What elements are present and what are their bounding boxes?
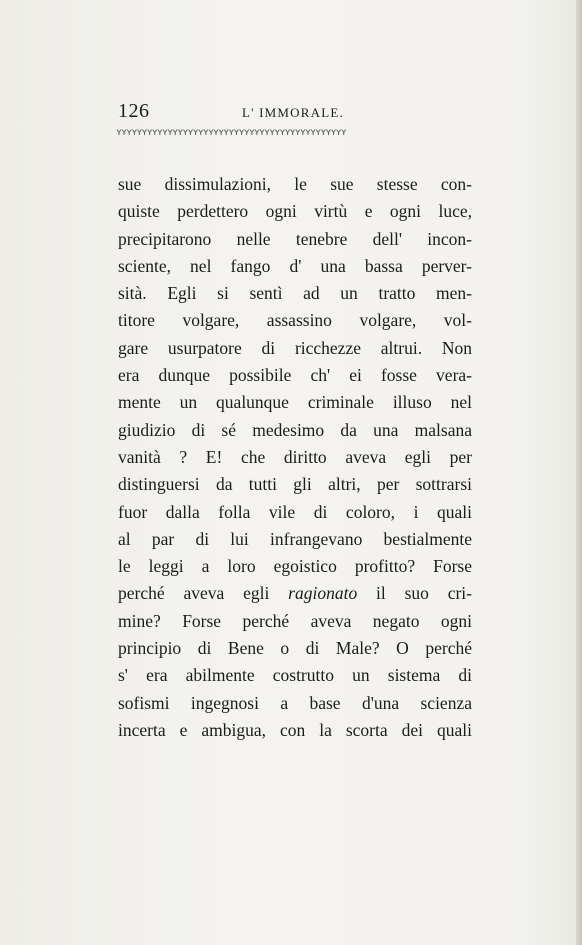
page-edge-shadow [576, 0, 582, 945]
text-line: giudizio di sé medesimo da una malsana [118, 419, 472, 440]
decorative-rule-ornament: ʏʏʏʏʏʏʏʏʏʏʏʏʏʏʏʏʏʏʏʏʏʏʏʏʏʏʏʏʏʏʏʏʏʏʏʏʏʏʏʏʏʏʏʏʏ [116, 128, 346, 138]
text-line: mente un qualunque criminale illuso nel [118, 392, 472, 413]
text-line: quiste perdettero ogni virtù e ogni luce, [118, 201, 472, 222]
text-line: s' era abilmente costrutto un sistema di [118, 665, 472, 686]
text-line: distinguersi da tutti gli altri, per sottrarsi [118, 474, 472, 495]
text-segment: perché aveva egli [118, 583, 270, 604]
text-line: incerta e ambigua, con la scorta dei quali [118, 719, 472, 740]
running-title: L' IMMORALE. [242, 105, 344, 120]
text-line: titore volgare, assassino volgare, vol- [118, 310, 472, 331]
text-line: era dunque possibile ch' ei fosse vera- [118, 365, 472, 386]
page-number: 126 [118, 100, 150, 122]
text-line-with-italic [118, 580, 472, 607]
text-line: sue dissimulazioni, le sue stesse con- [118, 174, 472, 194]
text-line: sità. Egli si sentì ad un tratto men- [118, 283, 472, 304]
text-line: le leggi a loro egoistico profitto? Forse [118, 556, 472, 577]
text-line: vanità ? E! che diritto aveva egli per [118, 446, 472, 467]
text-line: sciente, nel fango d' una bassa perver- [118, 255, 472, 276]
text-line: precipitarono nelle tenebre dell' incon- [118, 228, 472, 249]
text-segment: il suo cri- [376, 583, 472, 604]
text-line: fuor dalla folla vile di coloro, i quali [118, 501, 472, 522]
text-line: principio di Bene o di Male? O perché [118, 638, 472, 659]
body-text [118, 171, 472, 744]
text-line: sofismi ingegnosi a base d'una scienza [118, 692, 472, 713]
text-line: al par di lui infrangevano bestialmente [118, 528, 472, 549]
text-line: gare usurpatore di ricchezze altrui. Non [118, 337, 472, 358]
italic-word: ragionato [288, 583, 358, 604]
text-line: mine? Forse perché aveva negato ogni [118, 610, 472, 631]
page-header [118, 100, 468, 126]
